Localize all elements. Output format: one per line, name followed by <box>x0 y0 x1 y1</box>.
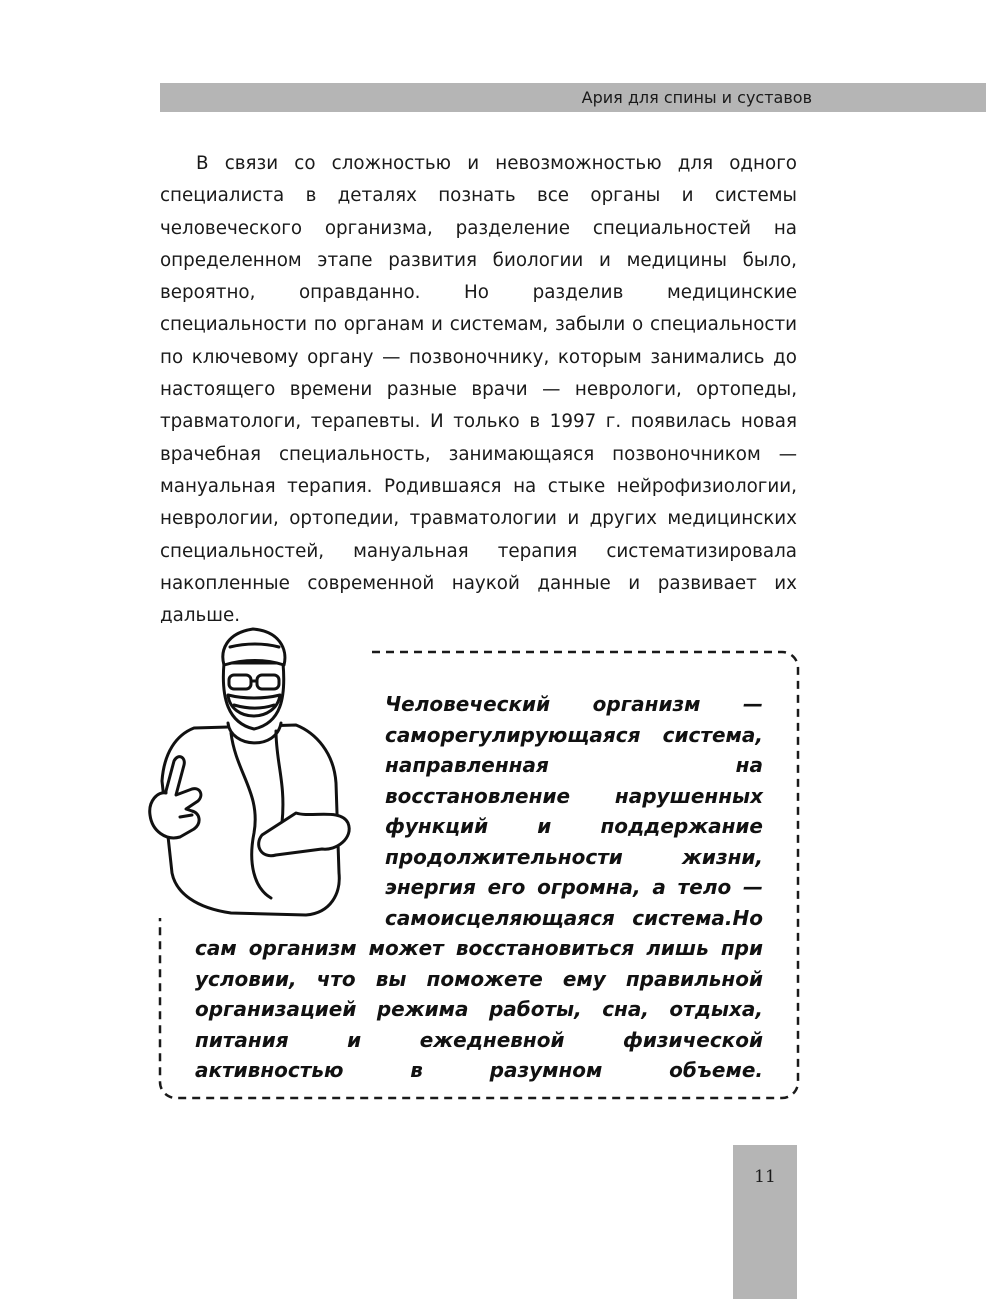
running-header <box>160 83 986 112</box>
callout-quote <box>195 689 763 1086</box>
page-number-tab <box>733 1145 797 1299</box>
illustration-spacer <box>195 689 385 933</box>
running-header-title: Ария для спины и суставов <box>581 88 812 107</box>
callout-quote-text: Человеческий организм — саморегулирующаяся система, направленная на восстановление нарушенных функций и поддержание продолжительности жизни, энергия его огромна, а тело — самоисцеляющаяся система.Но сам организм может восстановиться лишь при условии, что вы поможете ему правильной организацией режима работы, сна, отдыха, питания и ежедневной физической активностью в разумном объеме. <box>195 692 763 1082</box>
body-paragraph: В связи со сложностью и невозможностью для одного специалиста в деталях познать все органы и системы человеческого организма, разделение специальностей на определенном этапе развития биологии и медицины было, вероятно, оправданно. Но разделив медицинские специальности по органам и системам, забыли о специальности по ключевому органу — позвоночнику, которым занимались до настоящего времени разные врачи — неврологи, ортопеды, травматологи, терапевты. И только в 1997 г. появилась новая врачебная специальность, занимающаяся позвоночником — мануальная терапия. Родившаяся на стыке нейрофизиологии, неврологии, ортопедии, травматологии и других медицинских специальностей, мануальная терапия систематизировала накопленные современной наукой данные и развивает их дальше. <box>160 153 797 627</box>
page-number: 11 <box>754 1167 776 1187</box>
